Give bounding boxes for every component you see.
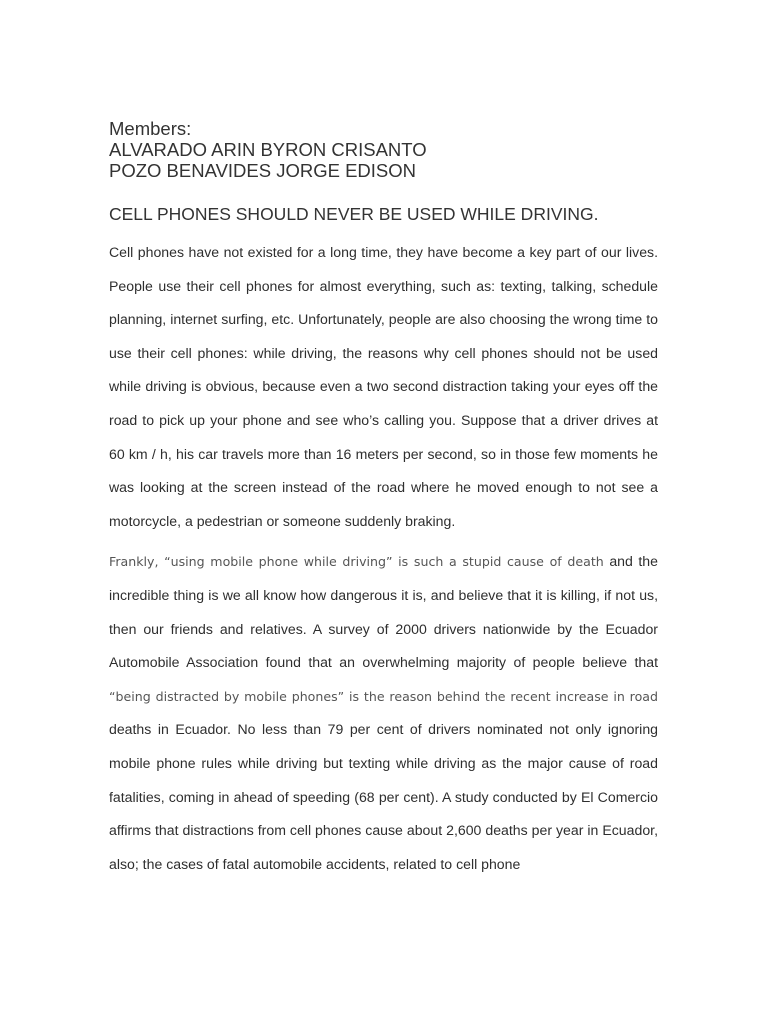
member-name: POZO BENAVIDES JORGE EDISON (109, 160, 417, 181)
essay-title: CELL PHONES SHOULD NEVER BE USED WHILE DRIVING. (109, 204, 599, 224)
paragraph-2-text-segment: and the incredible thing is we all know how dangerous it is, and believe that it is killing, if not us, then our friends and relatives. A survey of 2000 drivers nationwide by the Ecuador Automobile Association found that an overwhelming majority of people believe that (109, 553, 658, 671)
paragraph-2 (109, 545, 658, 881)
members-block (109, 118, 658, 181)
member-name: ALVARADO ARIN BYRON CRISANTO (109, 139, 427, 160)
members-label: Members: (109, 118, 192, 139)
paragraph-2-text-segment: deaths in Ecuador. No less than 79 per cent of drivers nominated not only ignoring mobile phone rules while driving but texting while driving as the major cause of road fatalities, coming in ahead of speeding (68 per cent). A study conducted by El Comercio affirms that distractions from cell phones cause about 2,600 deaths per year in Ecuador, also; the cases of fatal automobile accidents, related to cell phone (109, 721, 658, 872)
paragraph-1: Cell phones have not existed for a long time, they have become a key part of our lives. People use their cell phones for almost everything, such as: texting, talking, schedule planning, internet surfing, etc. Unfortunately, people are also choosing the wrong time to use their cell phones: while driving, the reasons why cell phones should not be used while driving is obvious, because even a two second distraction taking your eyes off the road to pick up your phone and see who’s calling you. Suppose that a driver drives at 60 km / h, his car travels more than 16 meters per second, so in those few moments he was looking at the screen instead of the road where he moved enough to not see a motorcycle, a pedestrian or someone suddenly braking. (109, 244, 658, 529)
paragraph-2-quote-segment: Frankly, “using mobile phone while driving” is such a stupid cause of death (109, 554, 604, 570)
document-page (109, 118, 658, 881)
paragraph-2-quote-segment: “being distracted by mobile phones” is the reason behind the recent increase in road (109, 688, 658, 704)
